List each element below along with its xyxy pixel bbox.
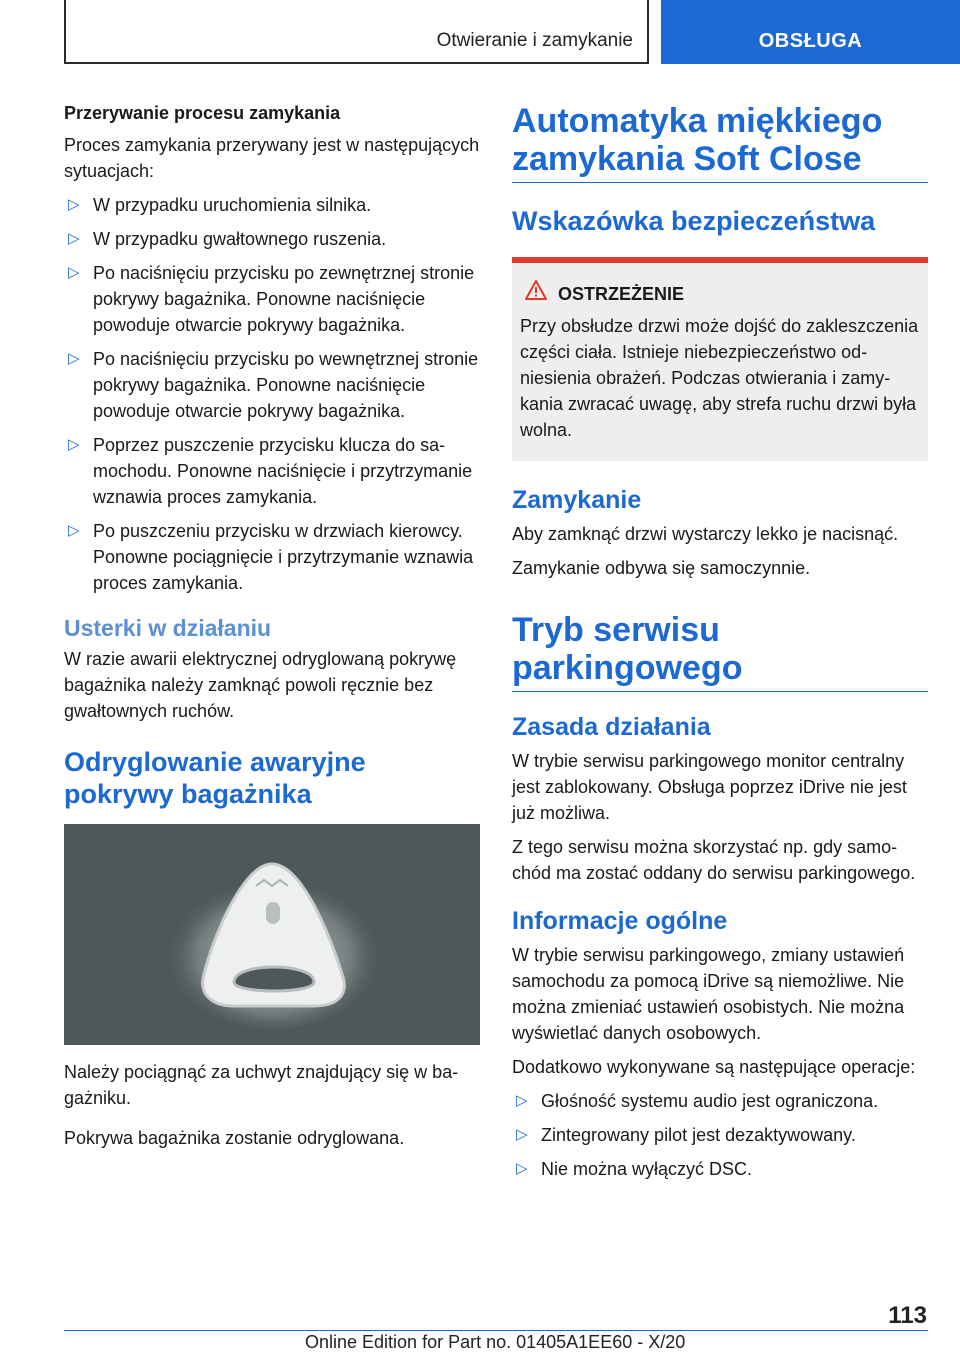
list-item: ▷ Zintegrowany pilot jest dezaktywowany. <box>512 1122 928 1148</box>
general-heading: Informacje ogólne <box>512 907 728 935</box>
list-item: ▷ Głośność systemu audio jest ograniczona. <box>512 1088 928 1114</box>
edition-footer: Online Edition for Part no. 01405A1EE60 - X/20 <box>305 1332 686 1352</box>
list-item: ▷ Nie można wyłączyć DSC. <box>512 1156 928 1182</box>
interrupt-heading: Przerywanie procesu zamykania <box>64 103 341 123</box>
principle-text-1: W trybie serwisu parkingowego monitor centralny jest zablokowany. Obsługa poprzez iDrive nie jest już możliwa. <box>512 751 907 823</box>
malfunction-text: W razie awarii elektrycznej odryglowaną pokrywę bagażnika należy zamknąć powoli ręcznie bez gwałtownych ruchów. <box>64 649 457 721</box>
interrupt-list <box>64 192 480 596</box>
warning-triangle-icon <box>524 279 548 308</box>
interrupt-intro: Proces zamykania przerywany jest w następujących sytuacjach: <box>64 135 480 181</box>
general-list <box>512 1088 928 1182</box>
warning-text: Przy obsłudze drzwi może dojść do zakleszczenia części ciała. Istnieje niebezpieczeństwo odniesienia obrażeń. Podczas otwierania i zamykania zwracać uwagę, aby strefa ruchu drzwi była wolna. <box>520 316 919 440</box>
principle-text-2: Z tego serwisu można skorzystać np. gdy samochód ma zostać oddany do serwisu parkingowego. <box>512 837 916 883</box>
list-item: ▷ Po naciśnięciu przycisku po wewnętrznej stronie pokrywy bagażnika. Ponowne naciśnięcie powoduje otwarcie pokrywy bagażnika. <box>64 346 480 424</box>
triangle-right-icon: ▷ <box>68 350 80 367</box>
triangle-right-icon: ▷ <box>68 264 80 281</box>
list-item: ▷ W przypadku uruchomienia silnika. <box>64 192 480 218</box>
chapter-tab[interactable] <box>661 0 960 64</box>
triangle-right-icon: ▷ <box>68 230 80 247</box>
emergency-text-1: Należy pociągnąć za uchwyt znajdujący się w bagażniku. <box>64 1062 459 1108</box>
triangle-right-icon: ▷ <box>516 1160 528 1177</box>
closing-heading: Zamykanie <box>512 486 642 514</box>
principle-heading: Zasada działania <box>512 713 711 741</box>
list-item: ▷ Po naciśnięciu przycisku po zewnętrznej stronie pokrywy bagażnika. Ponowne naciśnięcie powoduje otwarcie pokrywy bagażnika. <box>64 260 480 338</box>
safety-heading: Wskazówka bezpieczeństwa <box>512 206 876 236</box>
closing-text-2: Zamykanie odbywa się samoczynnie. <box>512 558 811 578</box>
list-item: ▷ W przypadku gwałtownego ruszenia. <box>64 226 480 252</box>
footer-divider <box>64 1330 928 1331</box>
triangle-right-icon: ▷ <box>516 1126 528 1143</box>
page-number: 113 <box>888 1302 927 1329</box>
emergency-heading: Odryglowanie awaryjne pokrywy bagażnika <box>64 747 366 809</box>
general-text-2: Dodatkowo wykonywane są następujące operacje: <box>512 1057 916 1077</box>
triangle-right-icon: ▷ <box>68 436 80 453</box>
triangle-right-icon: ▷ <box>68 196 80 213</box>
softclose-title: Automatyka miękkiego zamykania Soft Close <box>512 102 928 183</box>
triangle-right-icon: ▷ <box>68 522 80 539</box>
trunk-release-handle-photo <box>64 824 480 1045</box>
list-item: ▷ Poprzez puszczenie przycisku klucza do samochodu. Ponowne naciśnięcie i przytrzymanie wznawia proces zamykania. <box>64 432 480 510</box>
emergency-text-2: Pokrywa bagażnika zostanie odryglowana. <box>64 1128 405 1148</box>
warning-label: OSTRZEŻENIE <box>558 281 920 307</box>
warning-box <box>512 257 928 461</box>
general-text-1: W trybie serwisu parkingowego, zmiany ustawień samochodu za pomocą iDrive są niemożliwe. Nie można zmieniać ustawień osobistych. Nie można wyświetlać danych osobowych. <box>512 945 905 1043</box>
valet-title: Tryb serwisu parkingowego <box>512 611 928 692</box>
left-column <box>64 100 480 1159</box>
triangle-right-icon: ▷ <box>516 1092 528 1109</box>
list-item: ▷ Po puszczeniu przycisku w drzwiach kierowcy. Ponowne pociągnięcie i przytrzymanie wznawia proces zamykania. <box>64 518 480 596</box>
section-title: Otwieranie i zamykanie <box>436 30 633 51</box>
closing-text-1: Aby zamknąć drzwi wystarczy lekko je nacisnąć. <box>512 524 899 544</box>
header-frame <box>64 0 649 64</box>
chapter-tab-label: OBSŁUGA <box>758 30 863 52</box>
right-column <box>512 102 928 1192</box>
handle-illustration <box>64 824 480 1045</box>
malfunction-heading: Usterki w działaniu <box>64 615 272 641</box>
